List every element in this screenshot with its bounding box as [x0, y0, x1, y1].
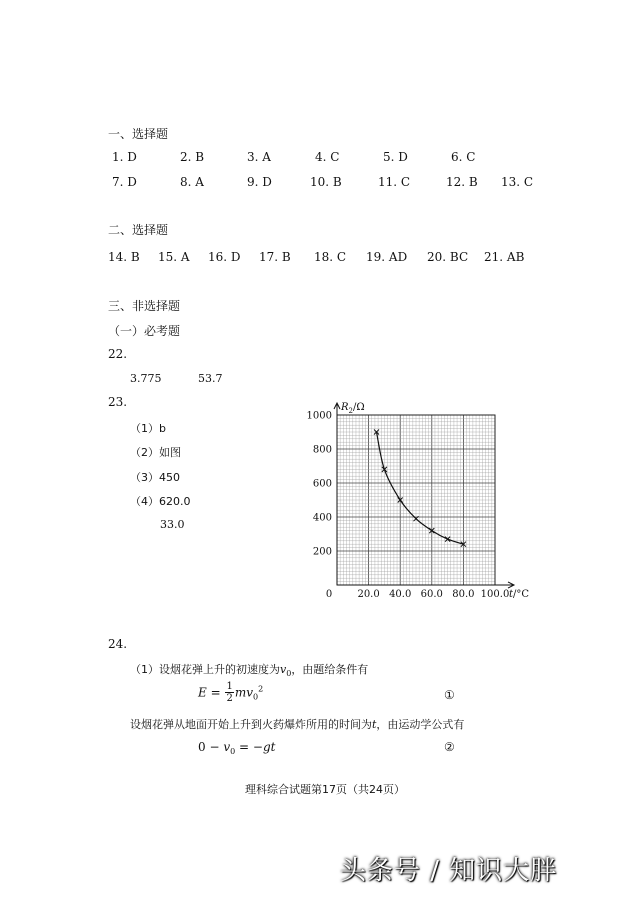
q24-line2-var: t [372, 718, 377, 731]
x-tick-label: 0 [325, 589, 333, 600]
answer-item: 16. D [208, 250, 241, 264]
answer-item: 19. AD [366, 250, 408, 264]
eq2-v: v [223, 740, 231, 754]
chart-grid [337, 415, 495, 585]
eq1-m: m [234, 685, 247, 700]
answer-item: 6. C [451, 150, 476, 164]
q24-part1-sub: 0 [286, 669, 292, 678]
section1-title: 一、选择题 [108, 127, 169, 141]
eq2-gt: gt [262, 740, 276, 754]
q23-item: （1）b [130, 422, 166, 435]
eq2-a: 0 − [198, 740, 224, 754]
q23-item: （2）如图 [130, 446, 181, 459]
q24-part1-text-b: ，由题给条件有 [291, 663, 369, 676]
x-tick-label: 40.0 [389, 589, 412, 600]
q24-number: 24. [108, 637, 128, 651]
y-tick-label: 600 [312, 478, 332, 490]
eq1-sup: 2 [258, 684, 264, 694]
x-tick-label: 20.0 [357, 589, 380, 600]
answer-item: 12. B [446, 175, 478, 189]
x-axis-label: t/°C [509, 589, 530, 600]
eq2-sub: 0 [230, 747, 236, 756]
page-footer: 理科综合试题第17页（共24页） [245, 783, 405, 796]
answer-item: 8. A [180, 175, 204, 189]
resistance-temperature-chart [300, 400, 540, 610]
q23-number: 23. [108, 395, 128, 409]
chart-axes [334, 403, 514, 588]
answer-item: 13. C [501, 175, 534, 189]
eq1-sub: 0 [253, 692, 259, 702]
answer-item: 9. D [247, 175, 272, 189]
y-tick-label: 1000 [306, 410, 332, 422]
answer-item: 1. D [112, 150, 137, 164]
y-tick-label: 200 [312, 546, 332, 558]
q22-number: 22. [108, 347, 128, 361]
y-tick-label: 800 [312, 444, 332, 456]
eq1-denominator: 2 [226, 693, 233, 704]
q24-line2-text-b: ，由运动学公式有 [376, 718, 465, 731]
eq1-v: v [246, 685, 253, 700]
q23-item: （3）450 [130, 471, 180, 484]
x-tick-label: 100.0 [480, 589, 510, 600]
section2-title: 二、选择题 [108, 223, 169, 237]
section3-title: 三、非选择题 [108, 299, 181, 313]
eq1-fraction [225, 682, 233, 704]
answer-item: 17. B [259, 250, 291, 264]
answer-item: 20. BC [427, 250, 469, 264]
x-tick-label: 80.0 [452, 589, 475, 600]
eq2-b: = − [235, 740, 263, 754]
answer-item: 5. D [383, 150, 408, 164]
answer-item: 14. B [108, 250, 140, 264]
q24-eq2 [198, 740, 275, 756]
answer-item: 7. D [112, 175, 137, 189]
answer-item: 11. C [378, 175, 411, 189]
chart-points [374, 430, 466, 547]
answer-item: 2. B [180, 150, 205, 164]
eq1-numerator: 1 [226, 681, 233, 692]
q22-answer1: 3.775 [130, 372, 162, 385]
q24-line2 [130, 716, 464, 732]
section3-subtitle: （一）必考题 [108, 324, 181, 338]
answer-item: 10. B [310, 175, 342, 189]
q24-part1-var: v [280, 663, 287, 676]
watermark: 头条号 / 知识大胖 [340, 856, 558, 886]
q24-eq1 [198, 682, 263, 704]
x-tick-label: 60.0 [420, 589, 443, 600]
q23-item: （4）620.0 [130, 495, 191, 508]
eq1-lhs: E [198, 685, 207, 700]
q23-item: 33.0 [160, 518, 185, 531]
answer-item: 15. A [158, 250, 190, 264]
answer-item: 3. A [247, 150, 271, 164]
answer-item: 18. C [314, 250, 347, 264]
answer-item: 21. AB [484, 250, 525, 264]
eq1-label: ① [444, 688, 455, 702]
y-axis-label: $R_2/\Omega$ [341, 402, 365, 415]
answer-item: 4. C [315, 150, 340, 164]
chart-labels [307, 402, 530, 600]
q24-part1-line [130, 661, 368, 678]
eq1-equals: = [206, 685, 225, 700]
y-tick-label: 400 [312, 512, 332, 524]
q24-line2-text-a: 设烟花弹从地面开始上升到火药爆炸所用的时间为 [130, 718, 372, 731]
eq2-label: ② [444, 740, 455, 754]
q24-part1-text-a: （1）设烟花弹上升的初速度为 [130, 663, 280, 676]
q22-answer2: 53.7 [198, 372, 223, 385]
